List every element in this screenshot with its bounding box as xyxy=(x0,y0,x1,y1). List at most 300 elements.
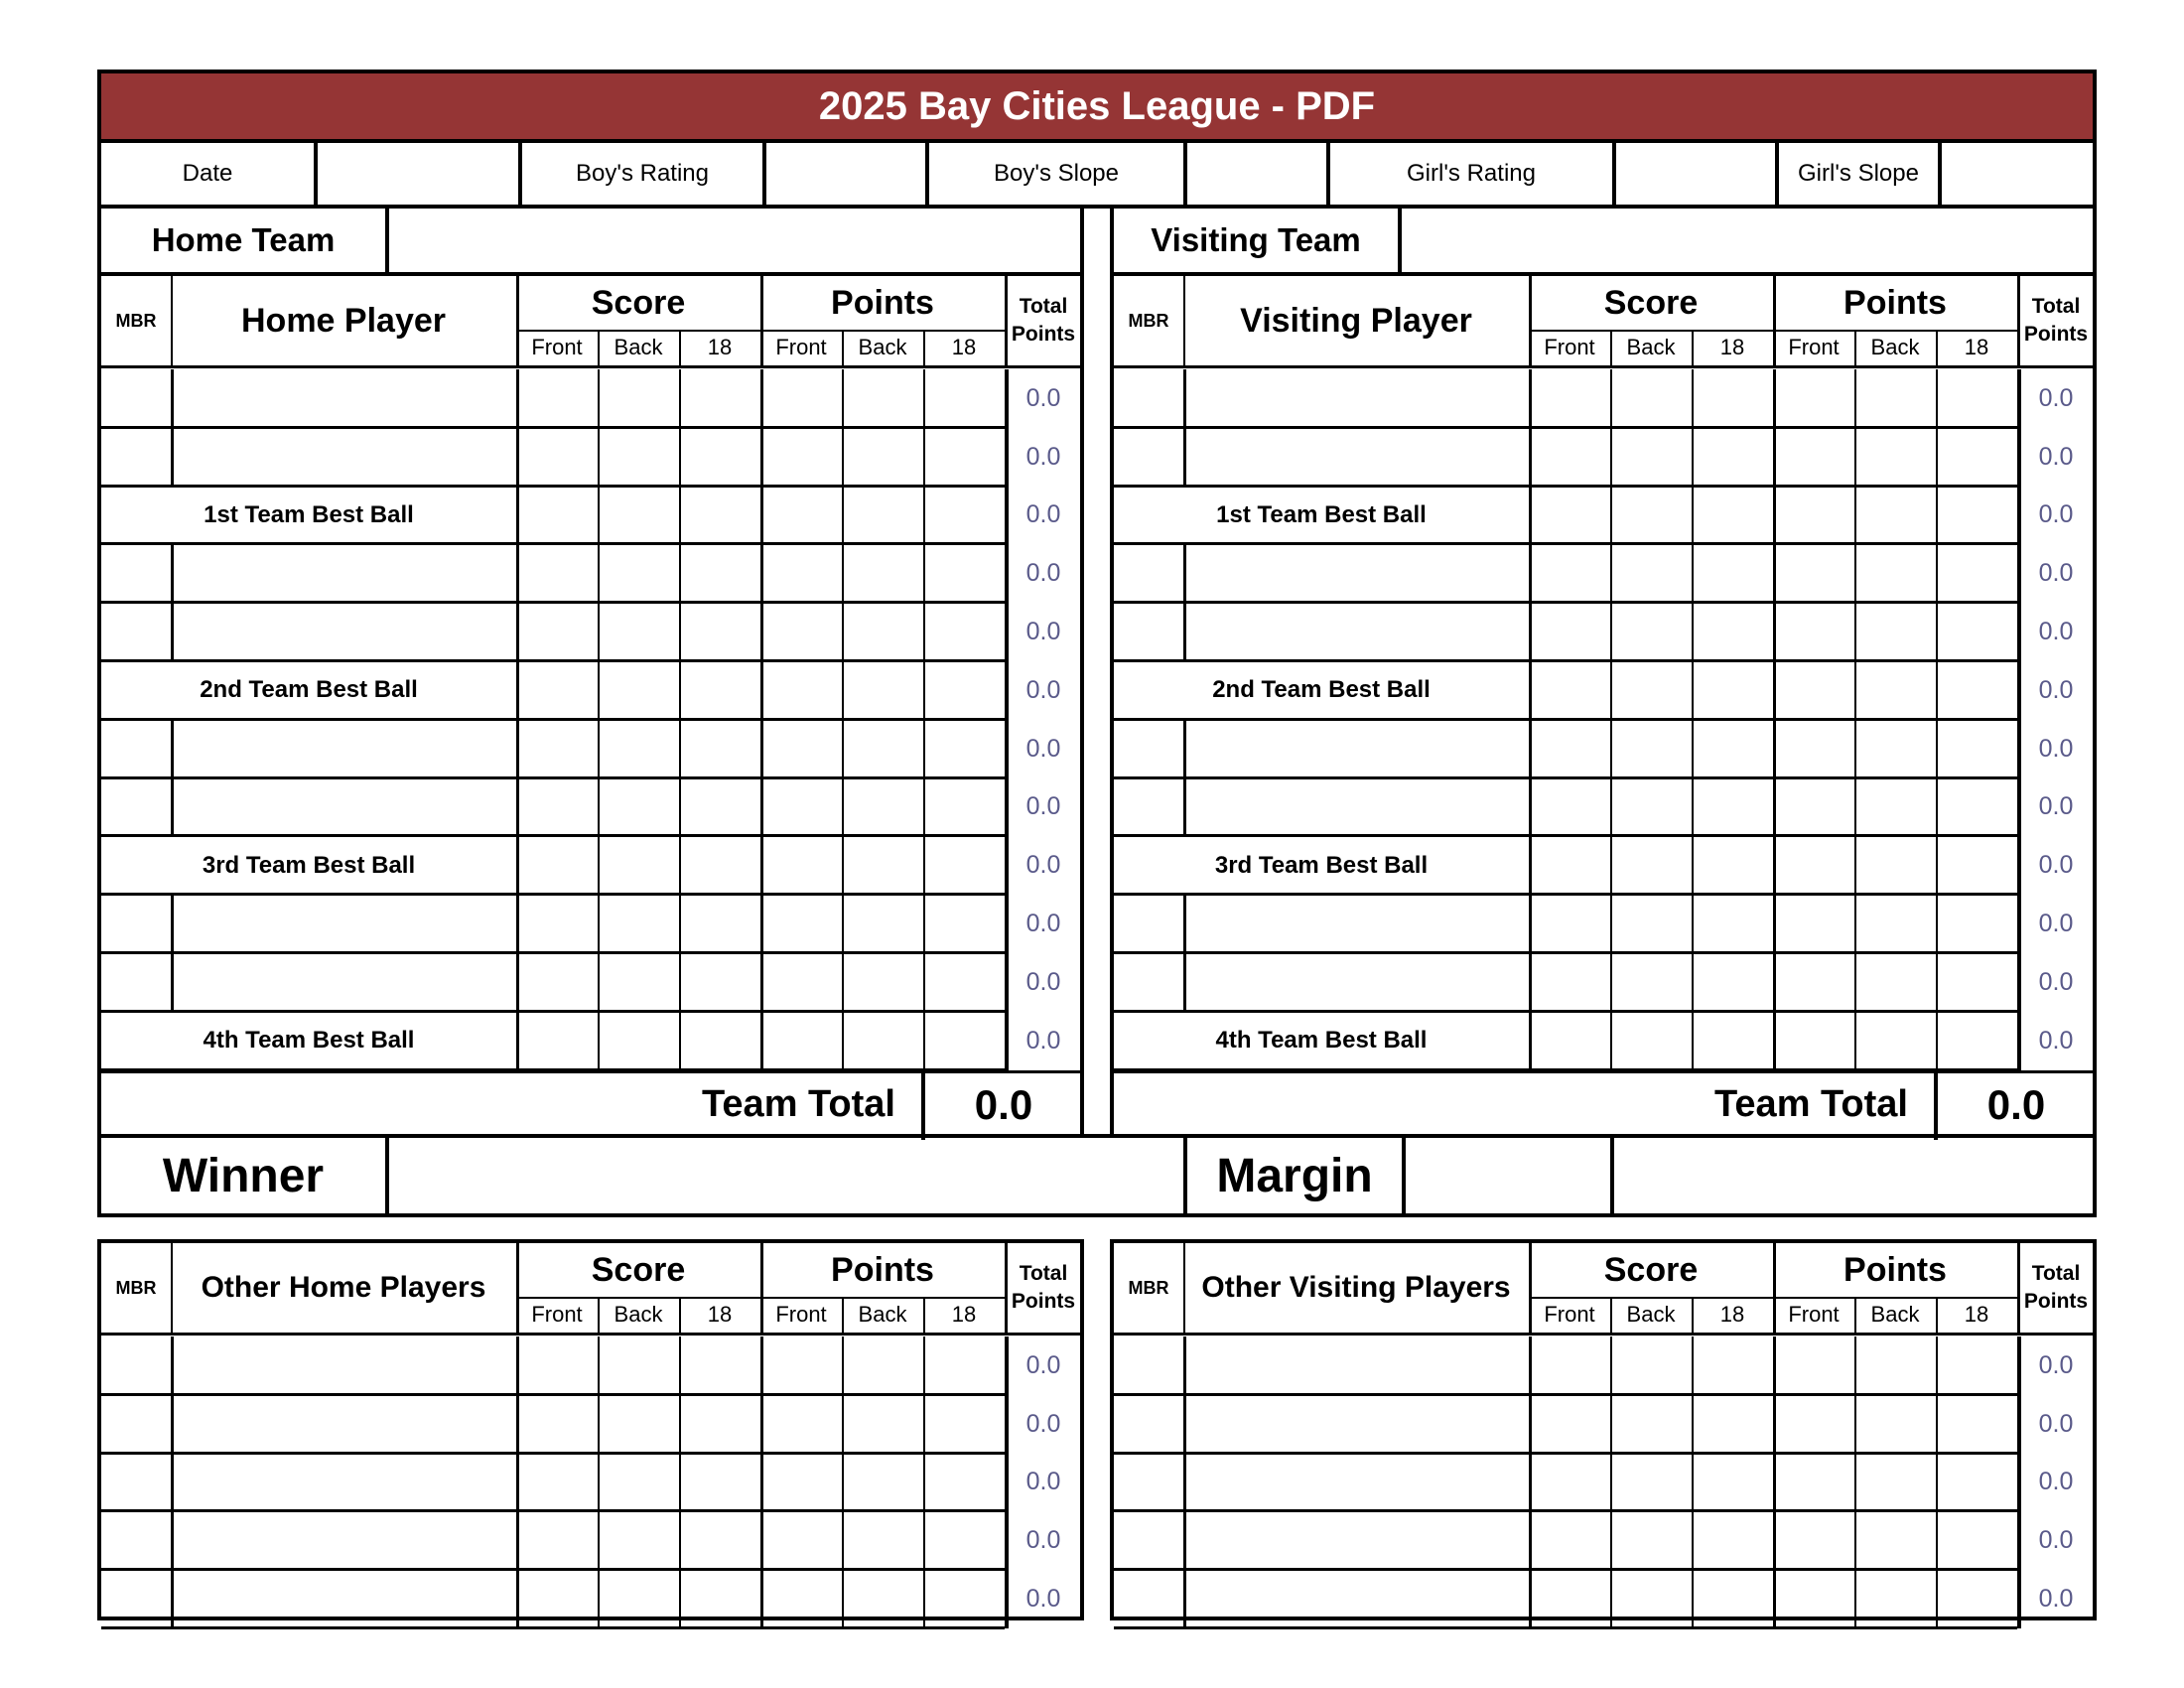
score-18-field[interactable] xyxy=(679,836,760,895)
points-back-field[interactable] xyxy=(1854,1012,1936,1070)
points-18-field[interactable] xyxy=(1936,1336,2017,1395)
mbr-field[interactable] xyxy=(101,428,171,487)
score-18-field[interactable] xyxy=(679,778,760,837)
mbr-field[interactable] xyxy=(101,603,171,661)
mbr-field[interactable] xyxy=(1114,369,1183,428)
points-back-field[interactable] xyxy=(842,1395,923,1454)
points-18-field[interactable] xyxy=(1936,778,2017,837)
score-front-field[interactable] xyxy=(516,428,598,487)
points-front-field[interactable] xyxy=(1773,720,1854,778)
points-18-field[interactable] xyxy=(923,603,1005,661)
points-18-field[interactable] xyxy=(1936,603,2017,661)
points-18-field[interactable] xyxy=(923,1511,1005,1570)
score-18-field[interactable] xyxy=(679,953,760,1012)
score-front-field[interactable] xyxy=(516,1511,598,1570)
score-back-field[interactable] xyxy=(1610,953,1692,1012)
points-18-field[interactable] xyxy=(1936,895,2017,953)
points-front-field[interactable] xyxy=(1773,895,1854,953)
points-front-field[interactable] xyxy=(1773,836,1854,895)
points-18-field[interactable] xyxy=(923,1454,1005,1512)
points-front-field[interactable] xyxy=(760,953,842,1012)
points-front-field[interactable] xyxy=(760,661,842,720)
points-front-field[interactable] xyxy=(760,895,842,953)
date-field[interactable] xyxy=(318,143,518,205)
points-front-field[interactable] xyxy=(760,1570,842,1628)
points-back-field[interactable] xyxy=(842,953,923,1012)
points-back-field[interactable] xyxy=(1854,895,1936,953)
subheader-front: Front xyxy=(1788,1302,1840,1327)
player-name-field[interactable] xyxy=(1183,1454,1529,1512)
score-front-field[interactable] xyxy=(1529,836,1610,895)
subheader-back: Back xyxy=(858,335,907,359)
score-back-field[interactable] xyxy=(1610,1570,1692,1628)
total-header-line2: Points xyxy=(2023,323,2089,346)
player-name-field[interactable] xyxy=(1183,1336,1529,1395)
player-name-field[interactable] xyxy=(171,1454,516,1512)
score-back-field[interactable] xyxy=(1610,544,1692,603)
points-front-field[interactable] xyxy=(1773,1336,1854,1395)
score-back-field[interactable] xyxy=(598,720,679,778)
score-back-field[interactable] xyxy=(1610,369,1692,428)
score-18-field[interactable] xyxy=(679,1454,760,1512)
score-front-field[interactable] xyxy=(516,487,598,545)
player-name-field[interactable] xyxy=(1183,428,1529,487)
score-back-field[interactable] xyxy=(1610,778,1692,837)
mbr-header: MBR xyxy=(1128,310,1169,331)
mbr-field[interactable] xyxy=(1114,1570,1183,1628)
mbr-field[interactable] xyxy=(1114,953,1183,1012)
mbr-field[interactable] xyxy=(101,953,171,1012)
score-front-field[interactable] xyxy=(1529,661,1610,720)
points-front-field[interactable] xyxy=(1773,661,1854,720)
player-row xyxy=(1114,603,2095,661)
score-18-field[interactable] xyxy=(679,369,760,428)
score-18-field[interactable] xyxy=(1692,428,1773,487)
score-front-field[interactable] xyxy=(516,661,598,720)
score-18-field[interactable] xyxy=(1692,544,1773,603)
score-18-field[interactable] xyxy=(1692,1511,1773,1570)
points-18-field[interactable] xyxy=(1936,836,2017,895)
score-back-field[interactable] xyxy=(598,369,679,428)
total-header-line2: Points xyxy=(1011,323,1076,346)
points-18-field[interactable] xyxy=(1936,1511,2017,1570)
points-18-field[interactable] xyxy=(923,836,1005,895)
player-name-field[interactable] xyxy=(171,428,516,487)
score-front-field[interactable] xyxy=(516,1570,598,1628)
score-front-field[interactable] xyxy=(1529,1395,1610,1454)
score-back-field[interactable] xyxy=(598,1336,679,1395)
player-name-field[interactable] xyxy=(171,953,516,1012)
score-front-field[interactable] xyxy=(516,1454,598,1512)
points-back-field[interactable] xyxy=(1854,1570,1936,1628)
score-18-field[interactable] xyxy=(1692,603,1773,661)
score-front-field[interactable] xyxy=(1529,1454,1610,1512)
points-back-field[interactable] xyxy=(842,544,923,603)
winner-label: Winner xyxy=(162,1149,325,1202)
player-name-field[interactable] xyxy=(1183,1511,1529,1570)
mbr-field[interactable] xyxy=(1114,1454,1183,1512)
score-front-field[interactable] xyxy=(516,778,598,837)
points-18-field[interactable] xyxy=(1936,953,2017,1012)
score-18-field[interactable] xyxy=(1692,1395,1773,1454)
score-18-field[interactable] xyxy=(679,603,760,661)
score-front-field[interactable] xyxy=(1529,953,1610,1012)
player-name-field[interactable] xyxy=(1183,778,1529,837)
score-front-field[interactable] xyxy=(1529,369,1610,428)
score-back-field[interactable] xyxy=(598,1395,679,1454)
panel-inner xyxy=(1114,1243,2095,1617)
points-front-field[interactable] xyxy=(760,544,842,603)
mbr-field[interactable] xyxy=(1114,1395,1183,1454)
score-front-field[interactable] xyxy=(1529,1511,1610,1570)
mbr-field[interactable] xyxy=(1114,428,1183,487)
score-back-field[interactable] xyxy=(598,778,679,837)
mbr-field[interactable] xyxy=(101,1570,171,1628)
points-front-field[interactable] xyxy=(1773,603,1854,661)
score-front-field[interactable] xyxy=(516,1012,598,1070)
player-name-field[interactable] xyxy=(171,369,516,428)
score-back-field[interactable] xyxy=(1610,487,1692,545)
score-back-field[interactable] xyxy=(598,1511,679,1570)
score-18-field[interactable] xyxy=(1692,1012,1773,1070)
points-back-field[interactable] xyxy=(842,720,923,778)
score-front-field[interactable] xyxy=(516,369,598,428)
total-points-value: 0.0 xyxy=(2038,792,2074,821)
points-front-field[interactable] xyxy=(1773,1454,1854,1512)
points-18-field[interactable] xyxy=(923,544,1005,603)
player-row xyxy=(101,895,1082,953)
points-front-field[interactable] xyxy=(760,1012,842,1070)
points-18-field[interactable] xyxy=(923,1012,1005,1070)
score-back-field[interactable] xyxy=(1610,836,1692,895)
score-back-field[interactable] xyxy=(1610,1336,1692,1395)
mbr-field[interactable] xyxy=(101,778,171,837)
score-18-field[interactable] xyxy=(679,1012,760,1070)
total-points-value: 0.0 xyxy=(2038,559,2074,588)
score-18-field[interactable] xyxy=(1692,1454,1773,1512)
score-18-field[interactable] xyxy=(679,1570,760,1628)
points-18-field[interactable] xyxy=(923,953,1005,1012)
points-back-field[interactable] xyxy=(1854,720,1936,778)
team-name-field[interactable] xyxy=(1402,209,2095,272)
score-front-field[interactable] xyxy=(516,603,598,661)
points-18-field[interactable] xyxy=(1936,544,2017,603)
boys-slope-field[interactable] xyxy=(1187,143,1326,205)
points-back-field[interactable] xyxy=(1854,428,1936,487)
score-back-field[interactable] xyxy=(598,836,679,895)
subheader-back: Back xyxy=(1626,1302,1676,1327)
score-back-field[interactable] xyxy=(598,953,679,1012)
mbr-field[interactable] xyxy=(101,1454,171,1512)
points-18-field[interactable] xyxy=(1936,428,2017,487)
mbr-field[interactable] xyxy=(1114,544,1183,603)
points-back-field[interactable] xyxy=(842,661,923,720)
points-back-field[interactable] xyxy=(1854,778,1936,837)
mbr-field[interactable] xyxy=(101,544,171,603)
points-back-field[interactable] xyxy=(842,487,923,545)
points-front-field[interactable] xyxy=(1773,1570,1854,1628)
player-name-field[interactable] xyxy=(1183,895,1529,953)
boys-rating-field[interactable] xyxy=(766,143,925,205)
score-18-field[interactable] xyxy=(1692,369,1773,428)
points-front-field[interactable] xyxy=(1773,487,1854,545)
player-name-field[interactable] xyxy=(1183,720,1529,778)
points-18-field[interactable] xyxy=(923,1336,1005,1395)
points-18-field[interactable] xyxy=(1936,661,2017,720)
player-row xyxy=(101,1454,1082,1512)
points-front-field[interactable] xyxy=(760,603,842,661)
score-back-field[interactable] xyxy=(1610,661,1692,720)
points-front-field[interactable] xyxy=(1773,369,1854,428)
points-front-field[interactable] xyxy=(760,778,842,837)
mbr-field[interactable] xyxy=(1114,1336,1183,1395)
mbr-field[interactable] xyxy=(101,720,171,778)
points-back-field[interactable] xyxy=(842,428,923,487)
score-back-field[interactable] xyxy=(1610,1454,1692,1512)
score-18-field[interactable] xyxy=(1692,487,1773,545)
score-18-field[interactable] xyxy=(679,1511,760,1570)
points-18-field[interactable] xyxy=(923,720,1005,778)
player-name-field[interactable] xyxy=(171,895,516,953)
score-back-field[interactable] xyxy=(1610,1012,1692,1070)
points-back-field[interactable] xyxy=(1854,1336,1936,1395)
margin-extra-field[interactable] xyxy=(1614,1138,2093,1213)
score-front-field[interactable] xyxy=(516,720,598,778)
score-front-field[interactable] xyxy=(516,953,598,1012)
subheader-back: Back xyxy=(1870,1302,1920,1327)
points-front-field[interactable] xyxy=(1773,1511,1854,1570)
score-front-field[interactable] xyxy=(1529,1012,1610,1070)
points-18-field[interactable] xyxy=(1936,1570,2017,1628)
points-front-field[interactable] xyxy=(760,428,842,487)
score-18-field[interactable] xyxy=(679,487,760,545)
score-back-field[interactable] xyxy=(598,1012,679,1070)
score-18-field[interactable] xyxy=(1692,778,1773,837)
score-18-field[interactable] xyxy=(679,544,760,603)
points-front-field[interactable] xyxy=(760,487,842,545)
points-back-field[interactable] xyxy=(842,603,923,661)
subheader-eighteen: 18 xyxy=(1964,335,1989,359)
player-name-field[interactable] xyxy=(1183,953,1529,1012)
score-back-field[interactable] xyxy=(598,487,679,545)
points-18-field[interactable] xyxy=(923,1570,1005,1628)
subheader-front: Front xyxy=(531,335,583,359)
team-name-field[interactable] xyxy=(389,209,1082,272)
points-18-field[interactable] xyxy=(1936,1454,2017,1512)
score-18-field[interactable] xyxy=(1692,1336,1773,1395)
points-front-field[interactable] xyxy=(760,1511,842,1570)
points-back-field[interactable] xyxy=(842,1012,923,1070)
score-back-field[interactable] xyxy=(598,603,679,661)
mbr-field[interactable] xyxy=(101,1336,171,1395)
score-back-field[interactable] xyxy=(1610,603,1692,661)
mbr-field[interactable] xyxy=(1114,895,1183,953)
player-name-field[interactable] xyxy=(1183,544,1529,603)
player-name-field[interactable] xyxy=(1183,603,1529,661)
points-back-field[interactable] xyxy=(842,1511,923,1570)
score-front-field[interactable] xyxy=(1529,428,1610,487)
score-18-field[interactable] xyxy=(679,1336,760,1395)
score-back-field[interactable] xyxy=(1610,895,1692,953)
points-front-field[interactable] xyxy=(760,369,842,428)
player-name-field[interactable] xyxy=(171,603,516,661)
score-back-field[interactable] xyxy=(1610,720,1692,778)
player-name-field[interactable] xyxy=(1183,369,1529,428)
points-18-field[interactable] xyxy=(1936,720,2017,778)
points-back-field[interactable] xyxy=(1854,953,1936,1012)
total-points-value: 0.0 xyxy=(1025,1468,1061,1496)
score-back-field[interactable] xyxy=(1610,1511,1692,1570)
points-18-field[interactable] xyxy=(923,1395,1005,1454)
points-front-field[interactable] xyxy=(760,1395,842,1454)
score-front-field[interactable] xyxy=(1529,1336,1610,1395)
score-back-field[interactable] xyxy=(598,661,679,720)
mbr-field[interactable] xyxy=(101,1395,171,1454)
points-front-field[interactable] xyxy=(760,720,842,778)
points-front-field[interactable] xyxy=(1773,953,1854,1012)
score-front-field[interactable] xyxy=(1529,603,1610,661)
player-name-field[interactable] xyxy=(171,1511,516,1570)
player-column-header: Home Player xyxy=(241,301,446,340)
points-18-field[interactable] xyxy=(1936,369,2017,428)
points-header: Points xyxy=(831,283,934,322)
best-ball-label: 4th Team Best Ball xyxy=(203,1027,415,1055)
points-back-field[interactable] xyxy=(1854,661,1936,720)
score-back-field[interactable] xyxy=(598,1454,679,1512)
mbr-field[interactable] xyxy=(1114,603,1183,661)
total-points-value: 0.0 xyxy=(1025,1526,1061,1555)
points-back-field[interactable] xyxy=(1854,1395,1936,1454)
subheader-eighteen: 18 xyxy=(1719,1302,1745,1327)
points-back-field[interactable] xyxy=(842,836,923,895)
player-name-field[interactable] xyxy=(171,1336,516,1395)
score-front-field[interactable] xyxy=(516,1336,598,1395)
points-18-field[interactable] xyxy=(1936,1012,2017,1070)
mbr-field[interactable] xyxy=(101,895,171,953)
points-front-field[interactable] xyxy=(1773,1012,1854,1070)
score-back-field[interactable] xyxy=(598,544,679,603)
points-front-field[interactable] xyxy=(1773,1395,1854,1454)
score-18-field[interactable] xyxy=(1692,661,1773,720)
score-18-field[interactable] xyxy=(679,1395,760,1454)
player-row xyxy=(101,428,1082,487)
points-back-field[interactable] xyxy=(1854,836,1936,895)
points-18-field[interactable] xyxy=(1936,1395,2017,1454)
mbr-field[interactable] xyxy=(1114,1511,1183,1570)
team-total-label: Team Total xyxy=(1714,1083,1908,1126)
points-18-field[interactable] xyxy=(923,369,1005,428)
points-18-field[interactable] xyxy=(923,487,1005,545)
score-18-field[interactable] xyxy=(679,720,760,778)
mbr-field[interactable] xyxy=(1114,778,1183,837)
points-18-field[interactable] xyxy=(1936,487,2017,545)
points-back-field[interactable] xyxy=(1854,369,1936,428)
mbr-field[interactable] xyxy=(1114,720,1183,778)
total-points-value: 0.0 xyxy=(1025,851,1061,880)
score-front-field[interactable] xyxy=(1529,778,1610,837)
player-name-field[interactable] xyxy=(171,778,516,837)
player-name-field[interactable] xyxy=(171,720,516,778)
points-front-field[interactable] xyxy=(1773,544,1854,603)
score-front-field[interactable] xyxy=(516,895,598,953)
panel-inner xyxy=(101,209,1082,1134)
points-back-field[interactable] xyxy=(842,1570,923,1628)
margin-field[interactable] xyxy=(1406,1138,1610,1213)
player-row xyxy=(101,603,1082,661)
boys-rating-label: Boy's Rating xyxy=(576,160,709,187)
points-front-field[interactable] xyxy=(1773,428,1854,487)
points-header: Points xyxy=(831,1250,934,1289)
score-front-field[interactable] xyxy=(1529,1570,1610,1628)
points-back-field[interactable] xyxy=(1854,1454,1936,1512)
score-18-field[interactable] xyxy=(679,895,760,953)
total-points-value: 0.0 xyxy=(1025,618,1061,646)
other-home-players-panel xyxy=(97,1239,1084,1620)
score-back-field[interactable] xyxy=(1610,1395,1692,1454)
points-18-field[interactable] xyxy=(923,778,1005,837)
points-back-field[interactable] xyxy=(842,369,923,428)
points-back-field[interactable] xyxy=(1854,1511,1936,1570)
score-18-field[interactable] xyxy=(679,428,760,487)
points-front-field[interactable] xyxy=(760,1336,842,1395)
score-18-field[interactable] xyxy=(1692,836,1773,895)
mbr-field[interactable] xyxy=(101,369,171,428)
girls-rating-field[interactable] xyxy=(1616,143,1775,205)
points-back-field[interactable] xyxy=(1854,487,1936,545)
points-back-field[interactable] xyxy=(1854,603,1936,661)
score-18-field[interactable] xyxy=(1692,953,1773,1012)
mbr-field[interactable] xyxy=(101,1511,171,1570)
player-name-field[interactable] xyxy=(1183,1570,1529,1628)
score-front-field[interactable] xyxy=(1529,720,1610,778)
score-front-field[interactable] xyxy=(1529,487,1610,545)
score-back-field[interactable] xyxy=(598,1570,679,1628)
points-back-field[interactable] xyxy=(842,1336,923,1395)
winner-field[interactable] xyxy=(389,1138,1183,1213)
points-front-field[interactable] xyxy=(1773,778,1854,837)
points-back-field[interactable] xyxy=(1854,544,1936,603)
player-name-field[interactable] xyxy=(1183,1395,1529,1454)
player-name-field[interactable] xyxy=(171,544,516,603)
points-18-field[interactable] xyxy=(923,895,1005,953)
score-back-field[interactable] xyxy=(1610,428,1692,487)
points-front-field[interactable] xyxy=(760,836,842,895)
score-front-field[interactable] xyxy=(516,836,598,895)
score-18-field[interactable] xyxy=(1692,720,1773,778)
score-18-field[interactable] xyxy=(1692,1570,1773,1628)
score-front-field[interactable] xyxy=(516,1395,598,1454)
score-front-field[interactable] xyxy=(516,544,598,603)
score-back-field[interactable] xyxy=(598,895,679,953)
points-18-field[interactable] xyxy=(923,428,1005,487)
score-front-field[interactable] xyxy=(1529,544,1610,603)
home-team-panel xyxy=(97,205,1084,1138)
score-18-field[interactable] xyxy=(1692,895,1773,953)
score-back-field[interactable] xyxy=(598,428,679,487)
score-18-field[interactable] xyxy=(679,661,760,720)
player-name-field[interactable] xyxy=(171,1395,516,1454)
subheader-eighteen: 18 xyxy=(1964,1302,1989,1327)
player-row xyxy=(1114,1511,2095,1570)
score-front-field[interactable] xyxy=(1529,895,1610,953)
points-back-field[interactable] xyxy=(842,895,923,953)
points-front-field[interactable] xyxy=(760,1454,842,1512)
points-back-field[interactable] xyxy=(842,1454,923,1512)
girls-slope-field[interactable] xyxy=(1942,143,2093,205)
player-name-field[interactable] xyxy=(171,1570,516,1628)
points-18-field[interactable] xyxy=(923,661,1005,720)
points-back-field[interactable] xyxy=(842,778,923,837)
